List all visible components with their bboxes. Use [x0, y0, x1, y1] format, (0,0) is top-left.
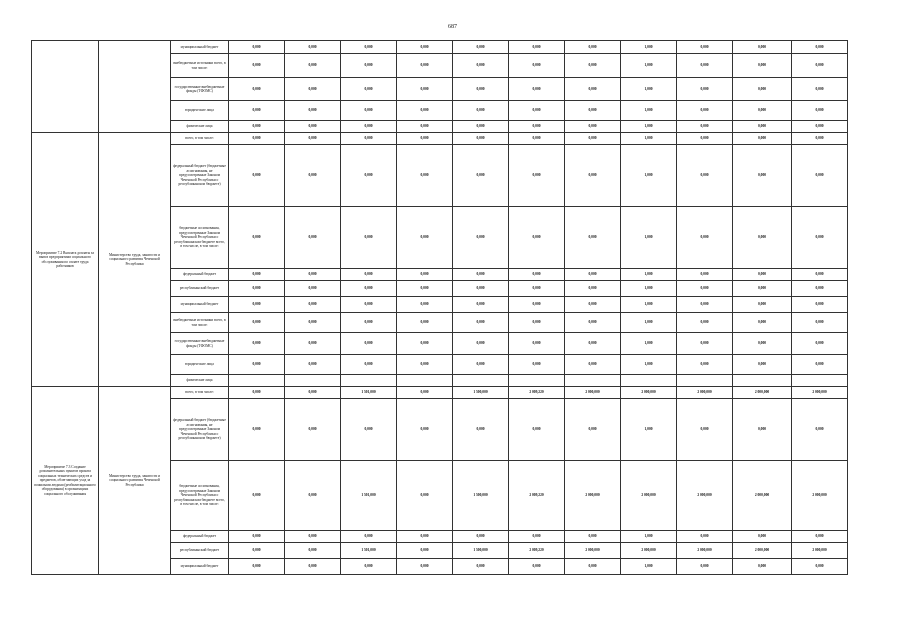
value-cell: 0,000 — [677, 313, 733, 333]
value-cell: 2 000,000 — [565, 387, 621, 399]
value-cell: 2 009,220 — [509, 543, 565, 559]
value-cell: 0,000 — [341, 41, 397, 54]
value-cell: 0,000 — [397, 531, 453, 543]
value-cell: 0,000 — [397, 387, 453, 399]
value-cell: 1 500,000 — [453, 461, 509, 531]
value-cell: 0,000 — [397, 145, 453, 207]
value-cell: 1,000 — [621, 133, 677, 145]
funding-source: государственные внебюджетные фонды (ТФОМС) — [171, 333, 229, 355]
value-cell: 0,000 — [229, 269, 285, 281]
value-cell: 0,000 — [453, 297, 509, 313]
measure-title: Мероприятие 7.2 Выплата доплаты за вывоз предприятиям социального обслуживания по оплате труда работников — [32, 133, 99, 387]
value-cell — [509, 375, 565, 387]
value-cell: 0,000 — [565, 297, 621, 313]
funding-source: бюджетные ассигнования, предусмотренные Законом Чеченской Республики о республиканском бюджете всего, в том числе, в том числе: — [171, 461, 229, 531]
value-cell: 0,000 — [453, 313, 509, 333]
value-cell: 0,000 — [453, 101, 509, 121]
value-cell: 1,000 — [621, 101, 677, 121]
value-cell: 0,000 — [285, 333, 341, 355]
value-cell: 0,000 — [565, 145, 621, 207]
value-cell: 0,000 — [733, 559, 792, 575]
value-cell: 2 009,220 — [509, 387, 565, 399]
value-cell: 0,000 — [453, 559, 509, 575]
value-cell: 1 501,000 — [341, 387, 397, 399]
value-cell: 0,000 — [733, 281, 792, 297]
value-cell — [341, 375, 397, 387]
value-cell: 0,000 — [229, 121, 285, 133]
value-cell: 0,000 — [397, 207, 453, 269]
value-cell: 2 000,000 — [565, 543, 621, 559]
value-cell: 0,000 — [341, 333, 397, 355]
value-cell: 0,000 — [677, 207, 733, 269]
measure-executor: Министерство труда, занятости и социального развития Чеченской Республики — [99, 133, 171, 387]
value-cell: 0,000 — [229, 281, 285, 297]
value-cell: 1,000 — [621, 355, 677, 375]
value-cell: 0,000 — [792, 121, 848, 133]
value-cell: 0,000 — [453, 145, 509, 207]
value-cell: 2 000,000 — [677, 543, 733, 559]
value-cell: 0,000 — [792, 355, 848, 375]
measure-title — [32, 41, 99, 133]
value-cell: 0,000 — [341, 559, 397, 575]
value-cell: 0,000 — [565, 41, 621, 54]
value-cell: 0,000 — [229, 399, 285, 461]
table-row — [32, 133, 848, 145]
measure-executor: Министерство труда, занятости и социального развития Чеченской Республики — [99, 387, 171, 575]
value-cell: 0,000 — [565, 559, 621, 575]
value-cell: 0,000 — [792, 41, 848, 54]
value-cell: 0,000 — [509, 559, 565, 575]
value-cell: 0,000 — [733, 101, 792, 121]
value-cell: 0,000 — [733, 355, 792, 375]
value-cell: 0,000 — [733, 207, 792, 269]
value-cell — [397, 375, 453, 387]
value-cell: 0,000 — [453, 41, 509, 54]
value-cell: 0,000 — [341, 399, 397, 461]
value-cell: 0,000 — [677, 333, 733, 355]
value-cell: 2 000,000 — [621, 543, 677, 559]
value-cell: 0,000 — [565, 78, 621, 101]
funding-source: федеральный бюджет (бюджетные ассигнования, не предусмотренные Законом Чеченской Республики о республиканском бюджете) — [171, 145, 229, 207]
value-cell: 0,000 — [229, 313, 285, 333]
value-cell: 2 000,000 — [677, 461, 733, 531]
value-cell: 0,000 — [733, 399, 792, 461]
value-cell: 0,000 — [453, 531, 509, 543]
value-cell: 0,000 — [509, 54, 565, 78]
value-cell: 2 000,000 — [792, 387, 848, 399]
value-cell: 0,000 — [285, 281, 341, 297]
value-cell: 0,000 — [397, 559, 453, 575]
value-cell: 0,000 — [229, 461, 285, 531]
value-cell: 0,000 — [677, 54, 733, 78]
value-cell: 0,000 — [285, 313, 341, 333]
value-cell: 1,000 — [621, 313, 677, 333]
value-cell: 0,000 — [792, 313, 848, 333]
value-cell: 0,000 — [341, 78, 397, 101]
value-cell: 0,000 — [792, 531, 848, 543]
value-cell: 0,000 — [792, 54, 848, 78]
value-cell: 0,000 — [229, 387, 285, 399]
funding-source: юридические лица — [171, 101, 229, 121]
value-cell: 2 000,000 — [733, 543, 792, 559]
funding-source: республиканский бюджет — [171, 281, 229, 297]
value-cell: 0,000 — [509, 133, 565, 145]
value-cell: 2 000,000 — [733, 387, 792, 399]
value-cell: 0,000 — [453, 399, 509, 461]
value-cell: 0,000 — [733, 41, 792, 54]
value-cell: 0,000 — [453, 121, 509, 133]
value-cell: 0,000 — [229, 207, 285, 269]
value-cell: 0,000 — [733, 78, 792, 101]
value-cell: 0,000 — [792, 281, 848, 297]
table-row — [32, 41, 848, 54]
value-cell: 0,000 — [565, 207, 621, 269]
value-cell: 0,000 — [792, 133, 848, 145]
value-cell: 0,000 — [733, 269, 792, 281]
funding-source: физические лица — [171, 121, 229, 133]
value-cell: 0,000 — [677, 133, 733, 145]
funding-source: муниципальный бюджет — [171, 297, 229, 313]
value-cell: 0,000 — [229, 355, 285, 375]
value-cell: 0,000 — [792, 101, 848, 121]
value-cell: 1,000 — [621, 145, 677, 207]
value-cell: 0,000 — [397, 101, 453, 121]
value-cell: 0,000 — [285, 145, 341, 207]
funding-source: внебюджетные источники всего, в том числе: — [171, 54, 229, 78]
measure-title: Мероприятие 7.3 Создание дополнительных пунктов проката социальных технических средств и предметов, облегчающих уход за пожилыми людьми (реабилитационного оборудования) в организациях социального обслуживания — [32, 387, 99, 575]
value-cell: 0,000 — [677, 145, 733, 207]
value-cell: 2 000,000 — [733, 461, 792, 531]
value-cell: 0,000 — [565, 133, 621, 145]
value-cell: 0,000 — [509, 145, 565, 207]
value-cell: 0,000 — [565, 281, 621, 297]
value-cell: 1 501,000 — [341, 543, 397, 559]
value-cell: 0,000 — [341, 269, 397, 281]
value-cell: 0,000 — [285, 387, 341, 399]
value-cell: 2 000,000 — [677, 387, 733, 399]
value-cell: 0,000 — [792, 269, 848, 281]
value-cell: 0,000 — [341, 54, 397, 78]
value-cell: 0,000 — [397, 133, 453, 145]
value-cell — [621, 375, 677, 387]
funding-source: федеральный бюджет (бюджетные ассигнования, не предусмотренные Законом Чеченской Республики о республиканском бюджете) — [171, 399, 229, 461]
value-cell: 0,000 — [792, 559, 848, 575]
value-cell: 0,000 — [397, 269, 453, 281]
value-cell: 0,000 — [565, 269, 621, 281]
value-cell: 0,000 — [229, 133, 285, 145]
value-cell — [792, 375, 848, 387]
funding-source: бюджетные ассигнования, предусмотренные Законом Чеченской Республики о республиканском бюджете всего, в том числе, в том числе: — [171, 207, 229, 269]
value-cell: 0,000 — [229, 101, 285, 121]
funding-source: федеральный бюджет — [171, 269, 229, 281]
value-cell — [229, 375, 285, 387]
value-cell: 0,000 — [453, 78, 509, 101]
value-cell: 1 500,000 — [453, 387, 509, 399]
value-cell: 1,000 — [621, 54, 677, 78]
value-cell: 0,000 — [565, 531, 621, 543]
value-cell: 0,000 — [341, 133, 397, 145]
value-cell: 1,000 — [621, 78, 677, 101]
value-cell: 0,000 — [565, 313, 621, 333]
value-cell: 0,000 — [509, 101, 565, 121]
value-cell: 1,000 — [621, 207, 677, 269]
value-cell: 1,000 — [621, 121, 677, 133]
value-cell: 0,000 — [285, 531, 341, 543]
value-cell: 1,000 — [621, 41, 677, 54]
value-cell: 0,000 — [341, 101, 397, 121]
value-cell: 0,000 — [285, 133, 341, 145]
value-cell: 0,000 — [509, 531, 565, 543]
value-cell: 0,000 — [792, 399, 848, 461]
value-cell: 0,000 — [453, 269, 509, 281]
value-cell: 0,000 — [341, 355, 397, 375]
value-cell: 1,000 — [621, 559, 677, 575]
value-cell: 1,000 — [621, 281, 677, 297]
value-cell: 0,000 — [341, 531, 397, 543]
value-cell: 2 000,000 — [621, 461, 677, 531]
value-cell: 0,000 — [565, 121, 621, 133]
value-cell: 0,000 — [229, 41, 285, 54]
value-cell: 0,000 — [733, 54, 792, 78]
value-cell: 2 000,000 — [792, 461, 848, 531]
value-cell: 0,000 — [733, 531, 792, 543]
value-cell: 0,000 — [397, 461, 453, 531]
value-cell: 0,000 — [509, 78, 565, 101]
value-cell — [733, 375, 792, 387]
funding-source: всего, в том числе: — [171, 387, 229, 399]
value-cell: 0,000 — [341, 281, 397, 297]
value-cell — [453, 375, 509, 387]
value-cell: 0,000 — [509, 333, 565, 355]
budget-table — [31, 40, 848, 575]
value-cell: 0,000 — [565, 101, 621, 121]
value-cell: 0,000 — [397, 333, 453, 355]
value-cell: 0,000 — [397, 41, 453, 54]
value-cell: 0,000 — [677, 41, 733, 54]
value-cell: 0,000 — [341, 313, 397, 333]
funding-source: юридические лица — [171, 355, 229, 375]
value-cell: 0,000 — [285, 461, 341, 531]
value-cell: 0,000 — [733, 297, 792, 313]
value-cell: 1,000 — [621, 333, 677, 355]
funding-source: всего, в том числе: — [171, 133, 229, 145]
value-cell: 0,000 — [453, 133, 509, 145]
value-cell: 0,000 — [341, 145, 397, 207]
value-cell: 0,000 — [229, 559, 285, 575]
measure-executor — [99, 41, 171, 133]
value-cell: 0,000 — [397, 297, 453, 313]
value-cell: 1,000 — [621, 269, 677, 281]
value-cell: 0,000 — [229, 145, 285, 207]
funding-source: внебюджетные источники всего, в том числе: — [171, 313, 229, 333]
value-cell: 0,000 — [565, 355, 621, 375]
value-cell: 0,000 — [341, 207, 397, 269]
value-cell: 0,000 — [453, 207, 509, 269]
value-cell: 0,000 — [229, 78, 285, 101]
value-cell: 0,000 — [565, 399, 621, 461]
value-cell: 0,000 — [792, 333, 848, 355]
value-cell — [565, 375, 621, 387]
value-cell: 2 000,000 — [621, 387, 677, 399]
value-cell: 0,000 — [285, 543, 341, 559]
funding-source: физические лица — [171, 375, 229, 387]
funding-source: муниципальный бюджет — [171, 559, 229, 575]
value-cell: 0,000 — [677, 101, 733, 121]
value-cell: 0,000 — [565, 333, 621, 355]
value-cell: 0,000 — [397, 281, 453, 297]
value-cell: 0,000 — [285, 355, 341, 375]
value-cell: 0,000 — [397, 54, 453, 78]
value-cell: 0,000 — [792, 145, 848, 207]
value-cell: 0,000 — [677, 559, 733, 575]
value-cell: 0,000 — [677, 269, 733, 281]
value-cell: 0,000 — [677, 355, 733, 375]
value-cell: 0,000 — [397, 355, 453, 375]
value-cell: 0,000 — [792, 297, 848, 313]
value-cell: 0,000 — [733, 313, 792, 333]
value-cell: 1,000 — [621, 531, 677, 543]
value-cell: 0,000 — [509, 355, 565, 375]
value-cell: 2 000,000 — [792, 543, 848, 559]
funding-source: государственные внебюджетные фонды (ТФОМС) — [171, 78, 229, 101]
value-cell: 0,000 — [453, 333, 509, 355]
value-cell: 0,000 — [285, 297, 341, 313]
value-cell: 2 000,000 — [565, 461, 621, 531]
value-cell: 0,000 — [509, 41, 565, 54]
value-cell: 0,000 — [509, 313, 565, 333]
value-cell: 0,000 — [285, 269, 341, 281]
funding-source: муниципальный бюджет — [171, 41, 229, 54]
value-cell: 0,000 — [341, 297, 397, 313]
value-cell: 0,000 — [229, 54, 285, 78]
value-cell: 1,000 — [621, 399, 677, 461]
value-cell: 0,000 — [677, 297, 733, 313]
value-cell: 0,000 — [397, 78, 453, 101]
value-cell: 0,000 — [453, 54, 509, 78]
value-cell: 0,000 — [397, 543, 453, 559]
value-cell: 2 009,220 — [509, 461, 565, 531]
value-cell: 0,000 — [341, 121, 397, 133]
value-cell: 0,000 — [677, 531, 733, 543]
value-cell — [677, 375, 733, 387]
value-cell: 0,000 — [285, 207, 341, 269]
value-cell: 0,000 — [285, 121, 341, 133]
value-cell: 0,000 — [509, 207, 565, 269]
funding-source: федеральный бюджет — [171, 531, 229, 543]
value-cell: 0,000 — [285, 78, 341, 101]
value-cell: 0,000 — [229, 531, 285, 543]
value-cell: 0,000 — [453, 355, 509, 375]
value-cell: 0,000 — [733, 145, 792, 207]
funding-source: республиканский бюджет — [171, 543, 229, 559]
value-cell: 0,000 — [229, 297, 285, 313]
value-cell: 0,000 — [733, 333, 792, 355]
value-cell: 0,000 — [229, 543, 285, 559]
value-cell: 0,000 — [453, 281, 509, 297]
table-row — [32, 387, 848, 399]
value-cell: 0,000 — [677, 121, 733, 133]
value-cell: 0,000 — [677, 78, 733, 101]
value-cell: 0,000 — [285, 101, 341, 121]
value-cell: 0,000 — [733, 133, 792, 145]
value-cell: 0,000 — [509, 121, 565, 133]
value-cell: 0,000 — [509, 281, 565, 297]
value-cell: 0,000 — [397, 399, 453, 461]
value-cell: 0,000 — [792, 78, 848, 101]
value-cell: 0,000 — [285, 399, 341, 461]
value-cell: 0,000 — [397, 121, 453, 133]
value-cell: 0,000 — [285, 41, 341, 54]
value-cell — [285, 375, 341, 387]
value-cell: 1 501,000 — [341, 461, 397, 531]
value-cell: 0,000 — [509, 399, 565, 461]
page-number: 687 — [448, 24, 457, 30]
value-cell: 0,000 — [229, 333, 285, 355]
value-cell: 0,000 — [677, 281, 733, 297]
value-cell: 0,000 — [565, 54, 621, 78]
value-cell: 0,000 — [509, 297, 565, 313]
value-cell: 0,000 — [792, 207, 848, 269]
value-cell: 0,000 — [733, 121, 792, 133]
value-cell: 0,000 — [509, 269, 565, 281]
value-cell: 1 500,000 — [453, 543, 509, 559]
value-cell: 0,000 — [677, 399, 733, 461]
value-cell: 0,000 — [285, 54, 341, 78]
value-cell: 1,000 — [621, 297, 677, 313]
value-cell: 0,000 — [397, 313, 453, 333]
value-cell: 0,000 — [285, 559, 341, 575]
